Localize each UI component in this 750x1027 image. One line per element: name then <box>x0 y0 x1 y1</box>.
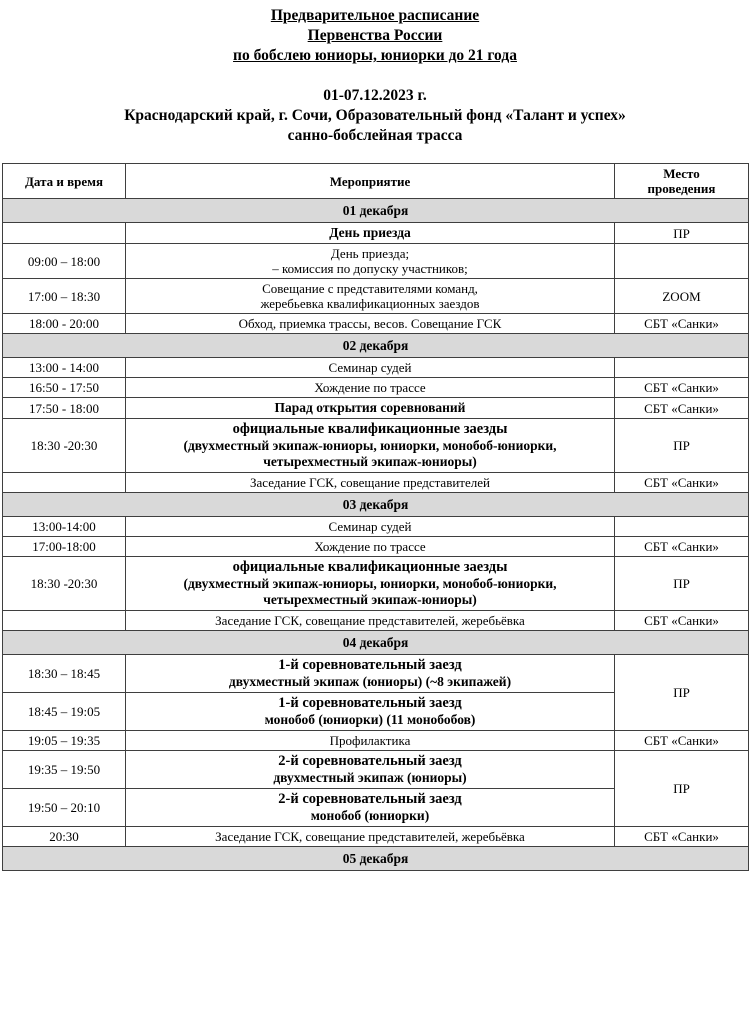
date-separator-row <box>3 199 749 223</box>
schedule-row <box>3 517 749 537</box>
schedule-row <box>3 398 749 419</box>
date-label: 03 декабря <box>3 493 749 517</box>
event-text-line: Хождение по трассе <box>314 539 426 554</box>
cell-time: 20:30 <box>3 827 126 847</box>
cell-place <box>615 244 749 279</box>
cell-place: СБТ «Санки» <box>615 731 749 751</box>
cell-event <box>126 473 615 493</box>
cell-time: 17:00 – 18:30 <box>3 279 126 314</box>
cell-event <box>126 537 615 557</box>
cell-time <box>3 473 126 493</box>
cell-event <box>126 419 615 473</box>
event-text-line: официальные квалификационные заезды <box>232 421 508 437</box>
event-text-line: Заседание ГСК, совещание представителей, жеребьёвка <box>215 829 525 844</box>
event-text-line: официальные квалификационные заезды <box>232 559 508 575</box>
cell-time: 18:45 – 19:05 <box>3 693 126 731</box>
event-text-line: двухместный экипаж (юниоры) <box>273 770 467 785</box>
date-separator-row <box>3 631 749 655</box>
cell-event <box>126 279 615 314</box>
event-text-line: 2-й соревновательный заезд <box>278 791 462 807</box>
title-text-1: Предварительное расписание <box>270 7 480 24</box>
event-text-line: двухместный экипаж (юниоры) (~8 экипажей) <box>228 674 512 689</box>
cell-place: СБТ «Санки» <box>615 398 749 419</box>
date-label: 02 декабря <box>3 334 749 358</box>
document-title-line-3 <box>0 46 750 66</box>
cell-time: 09:00 – 18:00 <box>3 244 126 279</box>
title-text-3: по бобслею юниоры, юниорки до 21 года <box>233 47 517 64</box>
cell-event <box>126 517 615 537</box>
schedule-table-wrapper <box>0 163 750 871</box>
cell-time: 18:00 - 20:00 <box>3 314 126 334</box>
event-text-line: монобоб (юниорки) (11 монобобов) <box>264 712 476 727</box>
schedule-table <box>2 163 749 871</box>
cell-place <box>615 517 749 537</box>
cell-time: 17:00-18:00 <box>3 537 126 557</box>
table-header-row <box>3 164 749 199</box>
cell-place <box>615 358 749 378</box>
schedule-row <box>3 611 749 631</box>
event-text-line: Заседание ГСК, совещание представителей, жеребьёвка <box>215 613 525 628</box>
schedule-row <box>3 731 749 751</box>
column-header-place <box>615 164 749 199</box>
event-text-line: Заседание ГСК, совещание представителей <box>250 475 490 490</box>
date-separator-row <box>3 847 749 871</box>
schedule-row <box>3 751 749 789</box>
column-header-event: Мероприятие <box>126 164 615 199</box>
schedule-row <box>3 314 749 334</box>
event-text-line: День приезда <box>329 225 411 240</box>
event-text-line: (двухместный экипаж-юниоры, юниорки, монобоб-юниорки, <box>183 438 557 453</box>
event-text-line: 1-й соревновательный заезд <box>278 695 462 711</box>
column-header-place-line2: проведения <box>647 181 716 196</box>
event-text-line: Парад открытия соревнований <box>274 400 466 415</box>
cell-place: СБТ «Санки» <box>615 537 749 557</box>
cell-time: 19:50 – 20:10 <box>3 789 126 827</box>
cell-event <box>126 223 615 244</box>
cell-place: ПР <box>615 751 749 827</box>
cell-place: СБТ «Санки» <box>615 611 749 631</box>
cell-event <box>126 789 615 827</box>
cell-place: СБТ «Санки» <box>615 473 749 493</box>
cell-event <box>126 751 615 789</box>
cell-place: ПР <box>615 223 749 244</box>
cell-time: 17:50 - 18:00 <box>3 398 126 419</box>
column-header-time: Дата и время <box>3 164 126 199</box>
schedule-row <box>3 244 749 279</box>
cell-event <box>126 731 615 751</box>
event-text-line: Совещание с представителями команд, <box>262 281 478 296</box>
table-head <box>3 164 749 199</box>
event-text-line: Хождение по трассе <box>314 380 426 395</box>
cell-place: ПР <box>615 557 749 611</box>
cell-time: 18:30 -20:30 <box>3 419 126 473</box>
cell-event <box>126 314 615 334</box>
cell-event <box>126 655 615 693</box>
cell-place: СБТ «Санки» <box>615 378 749 398</box>
date-separator-row <box>3 334 749 358</box>
event-text-line: жеребьевка квалификационных заездов <box>260 296 480 311</box>
document-header <box>0 0 750 146</box>
schedule-row <box>3 358 749 378</box>
event-text-line: Семинар судей <box>328 360 412 375</box>
event-text-line: четырехместный экипаж-юниоры) <box>263 592 477 607</box>
event-text-line: 1-й соревновательный заезд <box>278 657 462 673</box>
schedule-row <box>3 279 749 314</box>
cell-time: 13:00 - 14:00 <box>3 358 126 378</box>
event-text-line: монобоб (юниорки) <box>310 808 430 823</box>
schedule-row <box>3 655 749 693</box>
event-text-line: – комиссия по допуску участников; <box>272 261 468 276</box>
cell-time: 18:30 -20:30 <box>3 557 126 611</box>
cell-place: СБТ «Санки» <box>615 827 749 847</box>
document-title-line-1 <box>0 6 750 26</box>
schedule-row <box>3 223 749 244</box>
cell-event <box>126 611 615 631</box>
schedule-row <box>3 473 749 493</box>
event-dates: 01-07.12.2023 г. <box>323 87 427 104</box>
date-label: 05 декабря <box>3 847 749 871</box>
cell-time: 13:00-14:00 <box>3 517 126 537</box>
event-venue: Краснодарский край, г. Сочи, Образовательный фонд «Талант и успех» <box>124 107 626 124</box>
cell-time: 19:35 – 19:50 <box>3 751 126 789</box>
document-title-line-2 <box>0 26 750 46</box>
event-track: санно-бобслейная трасса <box>287 127 463 144</box>
event-text-line: четырехместный экипаж-юниоры) <box>263 454 477 469</box>
title-text-2: Первенства России <box>307 27 443 44</box>
event-text-line: (двухместный экипаж-юниоры, юниорки, монобоб-юниорки, <box>183 576 557 591</box>
cell-time: 16:50 - 17:50 <box>3 378 126 398</box>
cell-event <box>126 827 615 847</box>
cell-place: СБТ «Санки» <box>615 314 749 334</box>
cell-place: ПР <box>615 419 749 473</box>
cell-time: 19:05 – 19:35 <box>3 731 126 751</box>
event-text-line: День приезда; <box>330 246 410 261</box>
event-text-line: Семинар судей <box>328 519 412 534</box>
table-body <box>3 199 749 871</box>
cell-time <box>3 223 126 244</box>
cell-time <box>3 611 126 631</box>
cell-place: ZOOM <box>615 279 749 314</box>
schedule-row <box>3 419 749 473</box>
date-label: 04 декабря <box>3 631 749 655</box>
date-separator-row <box>3 493 749 517</box>
event-text-line: 2-й соревновательный заезд <box>278 753 462 769</box>
event-subheading <box>0 86 750 146</box>
event-text-line: Профилактика <box>329 733 411 748</box>
date-label: 01 декабря <box>3 199 749 223</box>
cell-event <box>126 693 615 731</box>
cell-event <box>126 244 615 279</box>
cell-time: 18:30 – 18:45 <box>3 655 126 693</box>
cell-event <box>126 557 615 611</box>
cell-event <box>126 358 615 378</box>
schedule-row <box>3 378 749 398</box>
event-text-line: Обход, приемка трассы, весов. Совещание ГСК <box>238 316 502 331</box>
cell-event <box>126 398 615 419</box>
schedule-row <box>3 827 749 847</box>
cell-place: ПР <box>615 655 749 731</box>
schedule-row <box>3 557 749 611</box>
schedule-row <box>3 537 749 557</box>
cell-event <box>126 378 615 398</box>
column-header-place-line1: Место <box>663 166 700 181</box>
